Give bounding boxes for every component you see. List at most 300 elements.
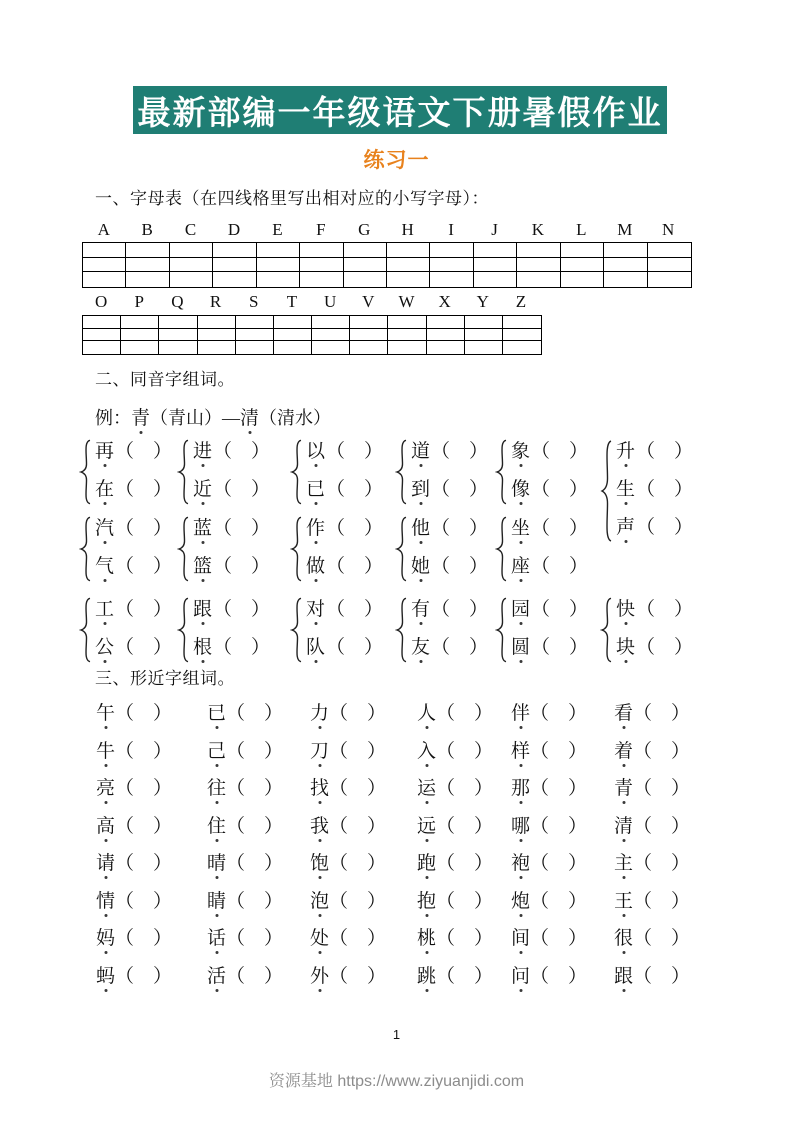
hanzi-char: 蚂 [96,965,116,987]
near-char-item [614,924,690,952]
hanzi-char: 袍 [511,852,531,874]
answer-blank: （ ） [115,852,173,874]
write-in-cell [350,341,388,354]
group-lines [616,595,693,661]
left-brace-icon [600,439,613,543]
alphabet-letter: B [141,220,153,239]
write-in-cell [350,316,388,329]
answer-blank: （ ） [436,852,494,874]
near-char-item [614,737,690,765]
section2-heading: 二、同音字组词。 [95,370,235,389]
answer-blank: （ ） [530,777,588,799]
near-char-item [96,962,172,990]
hanzi-char: 情 [96,890,116,912]
hanzi-char: 问 [511,965,531,987]
hanzi-char: 往 [207,777,227,799]
homophone-line [306,475,383,503]
write-in-cell [236,329,274,342]
hanzi-char: 刀 [310,740,330,762]
example-line [95,404,331,430]
answer-blank: （ ） [436,815,494,837]
homophone-line [95,437,172,465]
homophone-line [411,475,488,503]
write-in-cell [648,272,691,287]
hanzi-char: 座 [511,555,531,577]
write-in-cell [312,329,350,342]
homophone-line [511,437,588,465]
write-in-cell [503,329,541,342]
answer-blank: （ ） [326,598,384,620]
near-char-item [207,774,283,802]
write-in-cell [648,243,691,258]
write-in-cell [83,272,126,287]
section3-heading: 三、形近字组词。 [95,669,235,688]
alphabet-row-2 [82,292,540,312]
answer-blank: （ ） [115,740,173,762]
left-brace-icon [290,439,303,505]
exercise-subtitle: 练习一 [363,149,430,172]
left-brace-icon [495,516,508,582]
hanzi-char: 哪 [511,815,531,837]
answer-blank: （ ） [213,555,271,577]
hanzi-char: 力 [310,702,330,724]
write-in-cell [388,316,426,329]
write-in-cell [517,258,560,273]
write-in-cell [387,243,430,258]
write-in-cell [257,272,300,287]
write-in-cell [126,258,169,273]
hanzi-char: 己 [207,740,227,762]
write-in-cell [170,243,213,258]
write-in-cell [159,329,197,342]
near-char-item [96,924,172,952]
homophone-line [306,633,383,661]
example-text: （青山）— [150,408,241,428]
write-in-cell [274,341,312,354]
group-lines [306,437,383,503]
hanzi-char: 清 [240,408,260,429]
near-char-item [417,887,493,915]
hanzi-char: 坐 [511,517,531,539]
hanzi-char: 蓝 [193,517,213,539]
answer-blank: （ ） [226,702,284,724]
hanzi-char: 高 [96,815,116,837]
homophone-line [306,595,383,623]
answer-blank: （ ） [213,440,271,462]
hanzi-char: 那 [511,777,531,799]
near-char-item [207,924,283,952]
hanzi-char: 运 [417,777,437,799]
write-in-cell [350,329,388,342]
answer-blank: （ ） [115,965,173,987]
write-in-cell [474,272,517,287]
answer-blank: （ ） [226,777,284,799]
group-lines [511,514,588,580]
write-in-cell [300,272,343,287]
homophone-line [95,552,172,580]
answer-blank: （ ） [326,636,384,658]
answer-blank: （ ） [633,815,691,837]
hanzi-char: 到 [411,478,431,500]
write-in-cell [465,329,503,342]
answer-blank: （ ） [633,852,691,874]
group-lines [616,437,693,541]
answer-blank: （ ） [436,740,494,762]
answer-blank: （ ） [326,440,384,462]
answer-blank: （ ） [633,890,691,912]
answer-blank: （ ） [636,516,694,538]
answer-blank: （ ） [115,702,173,724]
homophone-group [495,437,588,505]
homophone-group [177,514,270,582]
answer-blank: （ ） [431,517,489,539]
write-in-cell [387,258,430,273]
write-in-cell [430,258,473,273]
homophone-line [306,552,383,580]
answer-blank: （ ） [636,440,694,462]
left-brace-icon [79,516,92,582]
answer-blank: （ ） [213,636,271,658]
write-in-cell [604,243,647,258]
homophone-line [193,552,270,580]
write-in-cell [427,329,465,342]
homophone-line [511,595,588,623]
near-char-item [614,887,690,915]
answer-blank: （ ） [329,927,387,949]
answer-blank: （ ） [115,927,173,949]
alphabet-letter: R [209,292,222,311]
hanzi-char: 他 [411,517,431,539]
homophone-line [95,595,172,623]
homophone-line [95,633,172,661]
group-lines [306,514,383,580]
near-char-grid [95,699,755,999]
homophone-group [79,437,172,505]
write-in-cell [344,272,387,287]
homophone-line [411,552,488,580]
write-in-cell [604,258,647,273]
write-in-cell [83,243,126,258]
hanzi-char: 牛 [96,740,116,762]
write-in-cell [427,316,465,329]
homophone-line [411,633,488,661]
homophone-line [616,437,693,465]
alphabet-letter: V [362,292,375,311]
write-in-cell [83,329,121,342]
homophone-group [290,595,383,663]
near-char-item [417,849,493,877]
near-char-item [207,887,283,915]
homophone-group [79,514,172,582]
near-char-item [511,774,587,802]
homophone-line [616,475,693,503]
homophone-line [616,633,693,661]
answer-blank: （ ） [226,740,284,762]
write-in-cell [213,243,256,258]
write-in-cell [213,272,256,287]
near-char-item [417,699,493,727]
answer-blank: （ ） [329,777,387,799]
answer-blank: （ ） [226,965,284,987]
hanzi-char: 气 [95,555,115,577]
answer-blank: （ ） [531,440,589,462]
answer-blank: （ ） [431,440,489,462]
answer-blank: （ ） [326,555,384,577]
near-char-item [417,962,493,990]
answer-blank: （ ） [636,636,694,658]
hanzi-char: 有 [411,598,431,620]
answer-blank: （ ） [530,852,588,874]
near-char-item [511,812,587,840]
near-char-item [310,849,386,877]
group-lines [193,437,270,503]
answer-blank: （ ） [226,890,284,912]
hanzi-char: 跟 [193,598,213,620]
group-lines [411,437,488,503]
alphabet-letter: F [316,220,326,239]
write-in-cell [236,341,274,354]
hanzi-char: 块 [616,636,636,658]
left-brace-icon [177,597,190,663]
alphabet-letter: X [438,292,451,311]
hanzi-char: 道 [411,440,431,462]
group-lines [306,595,383,661]
write-in-cell [561,272,604,287]
answer-blank: （ ） [329,702,387,724]
hanzi-char: 她 [411,555,431,577]
write-in-cell [121,329,159,342]
hanzi-char: 晴 [207,852,227,874]
hanzi-char: 友 [411,636,431,658]
hanzi-char: 亮 [96,777,116,799]
hanzi-char: 样 [511,740,531,762]
group-lines [95,595,172,661]
homophone-group [290,437,383,505]
hanzi-char: 住 [207,815,227,837]
write-in-cell [300,243,343,258]
near-char-item [207,849,283,877]
hanzi-char: 外 [310,965,330,987]
hanzi-char: 炮 [511,890,531,912]
write-in-cell [465,341,503,354]
write-in-cell [83,258,126,273]
write-in-cell [121,316,159,329]
alphabet-letter: L [576,220,587,239]
alphabet-letter: C [184,220,197,239]
alphabet-letter: P [134,292,144,311]
answer-blank: （ ） [530,965,588,987]
hanzi-char: 饱 [310,852,330,874]
hanzi-char: 进 [193,440,213,462]
group-lines [411,514,488,580]
near-char-item [310,737,386,765]
hanzi-char: 看 [614,702,634,724]
hanzi-char: 泡 [310,890,330,912]
hanzi-char: 近 [193,478,213,500]
answer-blank: （ ） [326,517,384,539]
near-char-item [417,774,493,802]
homophone-line [511,552,588,580]
write-in-cell [474,243,517,258]
answer-blank: （ ） [436,890,494,912]
answer-blank: （ ） [633,965,691,987]
homophone-line [95,475,172,503]
near-char-item [614,962,690,990]
answer-blank: （ ） [431,636,489,658]
hanzi-char: 象 [511,440,531,462]
near-char-item [96,774,172,802]
alphabet-letter: O [94,292,108,311]
write-in-cell [170,272,213,287]
hanzi-char: 请 [96,852,116,874]
answer-blank: （ ） [530,702,588,724]
hanzi-char: 午 [96,702,116,724]
alphabet-letter: S [249,292,259,311]
answer-blank: （ ） [329,965,387,987]
answer-blank: （ ） [115,815,173,837]
homophone-line [511,633,588,661]
hanzi-char: 话 [207,927,227,949]
near-char-item [310,962,386,990]
write-in-cell [344,258,387,273]
alphabet-letter: E [272,220,283,239]
near-char-item [310,812,386,840]
answer-blank: （ ） [115,555,173,577]
hanzi-char: 我 [310,815,330,837]
hanzi-char: 公 [95,636,115,658]
alphabet-letter: H [401,220,414,239]
hanzi-char: 人 [417,702,437,724]
write-in-cell [604,272,647,287]
near-char-item [511,699,587,727]
write-in-cell [159,316,197,329]
write-in-cell [387,272,430,287]
write-in-cell [274,329,312,342]
homophone-line [511,475,588,503]
hanzi-char: 妈 [96,927,116,949]
hanzi-char: 快 [616,598,636,620]
group-lines [95,437,172,503]
alphabet-letter: Z [515,292,527,311]
write-in-cell [121,341,159,354]
left-brace-icon [495,597,508,663]
hanzi-char: 桃 [417,927,437,949]
near-char-item [310,924,386,952]
answer-blank: （ ） [213,598,271,620]
homophone-line [411,437,488,465]
homophone-group [395,514,488,582]
hanzi-char: 找 [310,777,330,799]
answer-blank: （ ） [531,555,589,577]
answer-blank: （ ） [531,636,589,658]
answer-blank: （ ） [329,890,387,912]
near-char-item [310,887,386,915]
homophone-groups-area [65,437,765,667]
homophone-group [495,595,588,663]
near-char-item [207,699,283,727]
answer-blank: （ ） [226,927,284,949]
answer-blank: （ ） [531,478,589,500]
answer-blank: （ ） [115,440,173,462]
answer-blank: （ ） [530,815,588,837]
hanzi-char: 主 [614,852,634,874]
homophone-line [193,514,270,542]
answer-blank: （ ） [329,815,387,837]
hanzi-char: 对 [306,598,326,620]
hanzi-char: 圆 [511,636,531,658]
answer-blank: （ ） [115,636,173,658]
answer-blank: （ ） [531,598,589,620]
alphabet-letter: I [448,220,454,239]
left-brace-icon [79,439,92,505]
near-char-item [417,924,493,952]
write-in-cell [83,341,121,354]
write-in-cell [344,243,387,258]
hanzi-char: 工 [95,598,115,620]
answer-blank: （ ） [115,478,173,500]
answer-blank: （ ） [531,517,589,539]
homophone-line [511,514,588,542]
homophone-line [95,514,172,542]
page-title-band [133,86,667,134]
homophone-line [616,513,693,541]
alphabet-letter: N [662,220,675,239]
hanzi-char: 王 [614,890,634,912]
group-lines [511,437,588,503]
write-in-cell [126,272,169,287]
page-title: 最新部编一年级语文下册暑假作业 [137,93,663,131]
write-in-cell [312,316,350,329]
write-in-cell [517,243,560,258]
alphabet-letter: U [323,292,337,311]
hanzi-char: 抱 [417,890,437,912]
answer-blank: （ ） [213,478,271,500]
near-char-item [96,812,172,840]
write-in-cell [213,258,256,273]
example-text: 例： [95,408,131,428]
near-char-item [96,887,172,915]
answer-blank: （ ） [431,598,489,620]
answer-blank: （ ） [636,598,694,620]
hanzi-char: 汽 [95,517,115,539]
alphabet-letter: J [491,220,498,239]
write-in-cell [388,329,426,342]
write-in-cell [257,258,300,273]
near-char-item [207,812,283,840]
write-in-cell [430,272,473,287]
alphabet-letter: A [97,220,110,239]
alphabet-letter: Y [476,292,489,311]
answer-blank: （ ） [115,517,173,539]
left-brace-icon [290,597,303,663]
hanzi-char: 远 [417,815,437,837]
near-char-item [511,737,587,765]
near-char-item [511,887,587,915]
homophone-line [193,595,270,623]
hanzi-char: 睛 [207,890,227,912]
alphabet-letter: Q [171,292,184,311]
answer-blank: （ ） [530,740,588,762]
write-in-cell [274,316,312,329]
homophone-group [395,437,488,505]
left-brace-icon [177,516,190,582]
homophone-group [495,514,588,582]
hanzi-char: 青 [131,408,151,429]
answer-blank: （ ） [530,890,588,912]
left-brace-icon [495,439,508,505]
write-in-cell [300,258,343,273]
answer-blank: （ ） [213,517,271,539]
